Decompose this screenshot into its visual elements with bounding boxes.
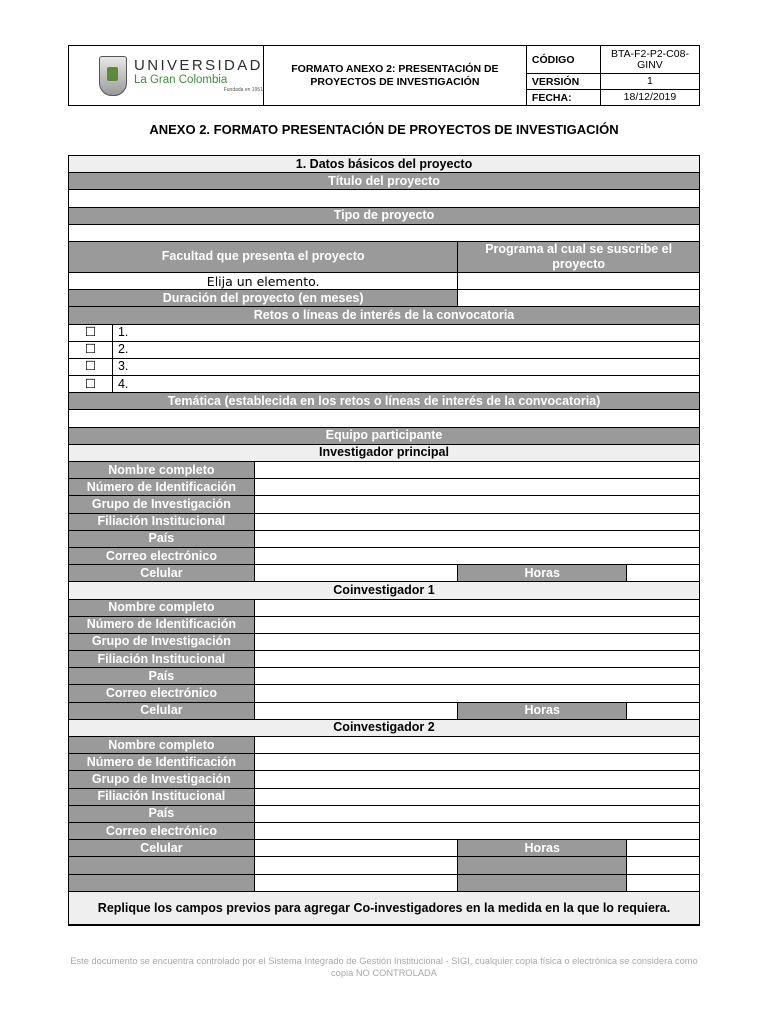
titulo-input[interactable] [69, 190, 700, 207]
field-label: Correo electrónico [69, 685, 255, 702]
field-label: Nombre completo [69, 462, 255, 479]
tematica-input[interactable] [69, 410, 700, 427]
field-input[interactable] [254, 633, 699, 650]
logo-founded-text: Fundada en 1951 [223, 86, 263, 93]
celular-input[interactable] [254, 565, 458, 582]
facultad-header: Facultad que presenta el proyecto [69, 241, 458, 272]
field-input[interactable] [254, 479, 699, 496]
tematica-header: Temática (establecida en los retos o líneas de interés de la convocatoria) [69, 393, 700, 410]
university-logo [69, 56, 263, 96]
field-input[interactable] [254, 547, 699, 564]
field-label: País [69, 530, 255, 547]
university-seal-icon [99, 56, 127, 96]
blank-label [458, 857, 627, 874]
reto-checkbox[interactable]: ☐ [69, 358, 113, 375]
field-input[interactable] [254, 530, 699, 547]
field-label: Celular [69, 702, 255, 719]
reto-item[interactable]: 2. [112, 341, 699, 358]
field-input[interactable] [254, 737, 699, 754]
horas-input[interactable] [627, 840, 700, 857]
reto-checkbox[interactable]: ☐ [69, 324, 113, 341]
horas-input[interactable] [627, 565, 700, 582]
logo-name-text: La Gran Colombia [134, 73, 228, 86]
field-input[interactable] [254, 788, 699, 805]
field-label: Filiación Institucional [69, 513, 255, 530]
horas-input[interactable] [627, 702, 700, 719]
field-label: Correo electrónico [69, 822, 255, 839]
field-input[interactable] [254, 513, 699, 530]
document-header [68, 45, 700, 106]
document-title: FORMATO ANEXO 2: PRESENTACIÓN DE PROYECTOS DE INVESTIGACIÓN [263, 46, 526, 106]
codigo-label: CÓDIGO [526, 46, 600, 74]
footer-divider [68, 925, 700, 926]
duracion-header: Duración del proyecto (en meses) [69, 290, 458, 307]
reto-checkbox[interactable]: ☐ [69, 341, 113, 358]
facultad-select[interactable]: Elija un elemento. [69, 272, 458, 289]
field-input[interactable] [254, 771, 699, 788]
field-label: Horas [458, 840, 627, 857]
replique-note: Replique los campos previos para agregar Co-investigadores en la medida en la que lo requiera. [69, 891, 700, 924]
field-label: País [69, 805, 255, 822]
programa-header: Programa al cual se suscribe el proyecto [458, 241, 700, 272]
duracion-input[interactable] [458, 290, 700, 307]
project-form [68, 155, 700, 925]
field-input[interactable] [254, 651, 699, 668]
blank-label [458, 874, 627, 891]
field-label: Correo electrónico [69, 547, 255, 564]
logo-university-text: UNIVERSIDAD [134, 56, 263, 74]
field-label: Horas [458, 702, 627, 719]
titulo-header: Título del proyecto [69, 173, 700, 190]
field-input[interactable] [254, 668, 699, 685]
blank-label [69, 857, 255, 874]
field-label: Grupo de Investigación [69, 633, 255, 650]
field-input[interactable] [254, 599, 699, 616]
field-label: Número de Identificación [69, 479, 255, 496]
field-label: País [69, 668, 255, 685]
celular-input[interactable] [254, 702, 458, 719]
retos-header: Retos o líneas de interés de la convocatoria [69, 307, 700, 324]
logo-cell [69, 46, 264, 106]
field-input[interactable] [254, 805, 699, 822]
field-input[interactable] [254, 822, 699, 839]
field-label: Celular [69, 565, 255, 582]
coinvestigador-1-header: Coinvestigador 1 [69, 582, 700, 599]
field-label: Número de Identificación [69, 616, 255, 633]
fecha-value: 18/12/2019 [600, 90, 699, 106]
reto-item[interactable]: 1. [112, 324, 699, 341]
reto-checkbox[interactable]: ☐ [69, 376, 113, 393]
field-input[interactable] [254, 496, 699, 513]
coinvestigador-2-header: Coinvestigador 2 [69, 719, 700, 736]
fecha-label: FECHA: [526, 90, 600, 106]
field-label: Grupo de Investigación [69, 771, 255, 788]
blank-input[interactable] [254, 857, 458, 874]
field-label: Número de Identificación [69, 754, 255, 771]
field-input[interactable] [254, 462, 699, 479]
version-label: VERSIÓN [526, 74, 600, 90]
field-label: Filiación Institucional [69, 651, 255, 668]
blank-label [69, 874, 255, 891]
main-title: ANEXO 2. FORMATO PRESENTACIÓN DE PROYECTOS DE INVESTIGACIÓN [149, 122, 619, 137]
codigo-value: BTA-F2-P2-C08-GINV [600, 46, 699, 74]
tipo-header: Tipo de proyecto [69, 207, 700, 224]
field-label: Grupo de Investigación [69, 496, 255, 513]
tipo-input[interactable] [69, 224, 700, 241]
version-value: 1 [600, 74, 699, 90]
blank-input[interactable] [254, 874, 458, 891]
field-label: Nombre completo [69, 737, 255, 754]
investigador-principal-header: Investigador principal [69, 444, 700, 461]
field-label: Horas [458, 565, 627, 582]
field-input[interactable] [254, 616, 699, 633]
equipo-header: Equipo participante [69, 427, 700, 444]
field-label: Nombre completo [69, 599, 255, 616]
field-label: Celular [69, 840, 255, 857]
section-datos-basicos: 1. Datos básicos del proyecto [69, 156, 700, 173]
programa-input[interactable] [458, 272, 700, 289]
field-input[interactable] [254, 754, 699, 771]
blank-input[interactable] [627, 857, 700, 874]
celular-input[interactable] [254, 840, 458, 857]
field-input[interactable] [254, 685, 699, 702]
reto-item[interactable]: 3. [112, 358, 699, 375]
blank-input[interactable] [627, 874, 700, 891]
footer-disclaimer: Este documento se encuentra controlado por el Sistema Integrado de Gestión Institucional - SIGI, cualquier copia física o electrónica se considera como copia NO CONTROLADA [70, 956, 698, 978]
field-label: Filiación Institucional [69, 788, 255, 805]
reto-item[interactable]: 4. [112, 376, 699, 393]
